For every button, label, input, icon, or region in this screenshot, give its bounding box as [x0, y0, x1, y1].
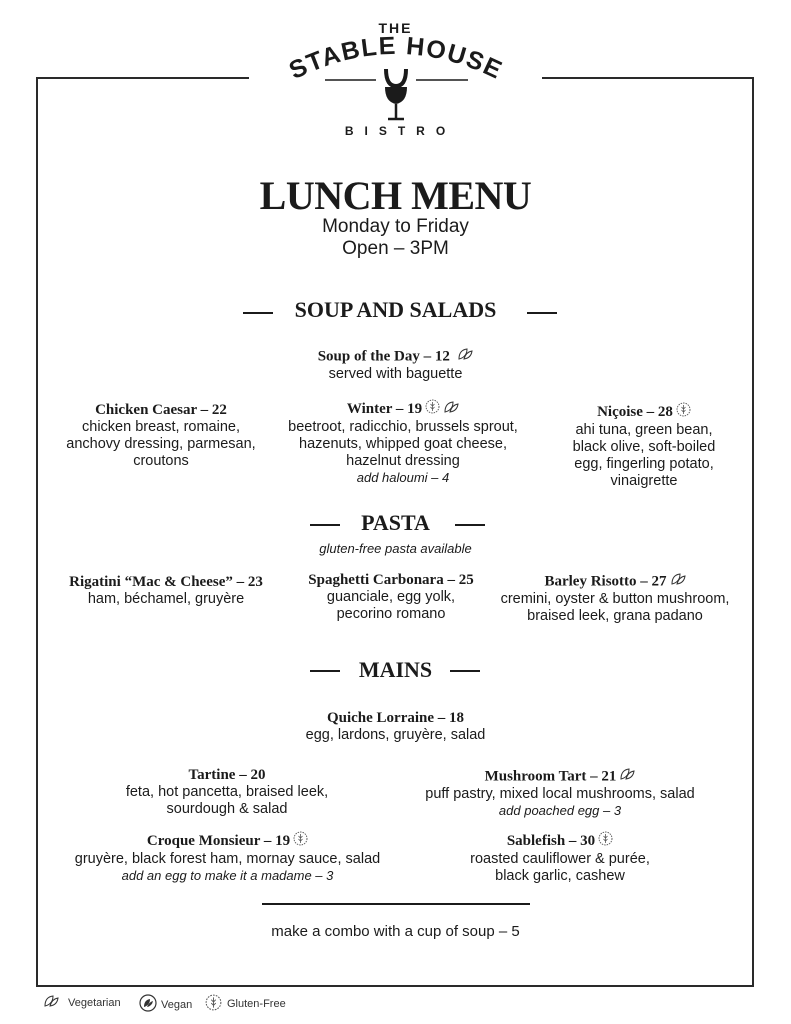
vegetarian-icon — [443, 400, 459, 419]
item-desc-line: croutons — [133, 453, 189, 469]
menu-item-rigatini — [55, 574, 277, 608]
menu-item-carbonara — [285, 572, 497, 623]
item-desc-line: anchovy dressing, parmesan, — [66, 436, 256, 452]
frame-bottom — [36, 985, 754, 987]
item-name: Niçoise – 28 — [597, 404, 673, 421]
combo-note: make a combo with a cup of soup – 5 — [271, 923, 520, 940]
item-note: add poached egg – 3 — [498, 803, 622, 818]
item-name: Quiche Lorraine – 18 — [326, 710, 465, 726]
legend-label: Vegan — [161, 998, 193, 1011]
legend-label: Vegetarian — [68, 996, 121, 1009]
item-desc-line: black garlic, cashew — [495, 868, 625, 884]
item-desc-line: guanciale, egg yolk, — [326, 589, 456, 605]
gluten-free-icon — [598, 831, 613, 851]
item-desc-line: hazenuts, whipped goat cheese, — [299, 436, 507, 452]
legend-vegan — [139, 994, 192, 1015]
gluten-free-icon — [425, 399, 440, 419]
item-name: Barley Risotto – 27 — [544, 573, 667, 590]
item-desc-line: feta, hot pancetta, braised leek, — [125, 784, 329, 800]
svg-text:STABLE HOUSE: STABLE HOUSE — [284, 31, 508, 85]
gluten-free-icon — [205, 994, 222, 1014]
menu-title: LUNCH MENU — [259, 173, 532, 218]
menu-item-chicken-caesar — [50, 402, 272, 470]
item-desc-line: hazelnut dressing — [346, 453, 460, 469]
menu-item-croque-monsieur — [55, 831, 400, 883]
stable-house-logo — [270, 28, 522, 124]
gluten-free-icon — [676, 402, 691, 422]
item-desc-line: cremini, oyster & button mushroom, — [500, 591, 730, 607]
logo-bistro: BISTRO — [344, 124, 457, 138]
item-desc-line: egg, fingerling potato, — [574, 456, 714, 472]
item-desc-line: roasted cauliflower & purée, — [470, 851, 650, 867]
section-heading-pasta: PASTA — [361, 510, 430, 535]
vegetarian-icon — [457, 347, 473, 366]
item-name: Tartine – 20 — [188, 767, 266, 783]
vegetarian-icon — [619, 767, 635, 786]
legend-label: Gluten-Free — [227, 998, 286, 1010]
item-name: Rigatini “Mac & Cheese” – 23 — [69, 574, 263, 590]
item-desc-line: pecorino romano — [336, 606, 446, 622]
item-name: Winter – 19 — [346, 401, 423, 418]
section-heading-mains: MAINS — [358, 657, 433, 682]
item-name: Soup of the Day – 12 — [317, 348, 450, 365]
footer-divider — [262, 903, 530, 905]
menu-item-nicoise — [544, 402, 744, 490]
item-name: Mushroom Tart – 21 — [484, 768, 617, 785]
menu-item-sablefish — [430, 831, 690, 885]
vegetarian-icon — [42, 994, 60, 1011]
menu-item-barley-risotto — [482, 572, 748, 625]
item-desc-line: sourdough & salad — [166, 801, 288, 817]
item-desc-line: gruyère, black forest ham, mornay sauce, salad — [74, 851, 381, 867]
item-desc-line: black olive, soft-boiled — [572, 439, 716, 455]
menu-hours: Open – 3PM — [342, 238, 449, 259]
item-note: add an egg to make it a madame – 3 — [121, 868, 334, 883]
item-name: Croque Monsieur – 19 — [146, 833, 291, 850]
item-name: Spaghetti Carbonara – 25 — [308, 572, 474, 588]
section-dash-right — [450, 670, 480, 672]
frame-top-left — [36, 77, 249, 79]
item-desc-line: puff pastry, mixed local mushrooms, salad — [425, 786, 695, 802]
menu-item-tartine — [100, 767, 354, 818]
item-name: Sablefish – 30 — [506, 833, 596, 850]
vegan-icon — [139, 994, 157, 1015]
frame-top-right — [542, 77, 754, 79]
menu-item-quiche — [0, 710, 791, 744]
menu-item-mushroom-tart — [400, 767, 720, 818]
item-desc-line: vinaigrette — [610, 473, 678, 489]
item-desc-line: braised leek, grana padano — [527, 608, 703, 624]
item-desc-line: egg, lardons, gruyère, salad — [305, 727, 486, 743]
menu-item-winter — [270, 399, 536, 485]
legend-gluten-free — [205, 994, 286, 1014]
section-dash-right — [455, 524, 485, 526]
gluten-free-icon — [293, 831, 308, 851]
item-desc-line: chicken breast, romaine, — [82, 419, 240, 435]
vegetarian-icon — [670, 572, 686, 591]
item-desc-line: beetroot, radicchio, brussels sprout, — [288, 419, 518, 435]
item-note: add haloumi – 4 — [356, 470, 450, 485]
item-desc: served with baguette — [328, 366, 463, 382]
item-desc-line: ahi tuna, green bean, — [575, 422, 713, 438]
legend-vegetarian — [42, 994, 121, 1011]
menu-days: Monday to Friday — [322, 216, 469, 237]
logo-the: THE — [378, 20, 413, 36]
item-desc-line: ham, béchamel, gruyère — [87, 591, 245, 607]
section-heading-soup: SOUP AND SALADS — [294, 297, 497, 322]
pasta-note: gluten-free pasta available — [319, 541, 472, 556]
item-name: Chicken Caesar – 22 — [95, 402, 227, 418]
section-dash-right — [527, 312, 557, 314]
menu-item-soup-of-the-day — [0, 347, 791, 383]
